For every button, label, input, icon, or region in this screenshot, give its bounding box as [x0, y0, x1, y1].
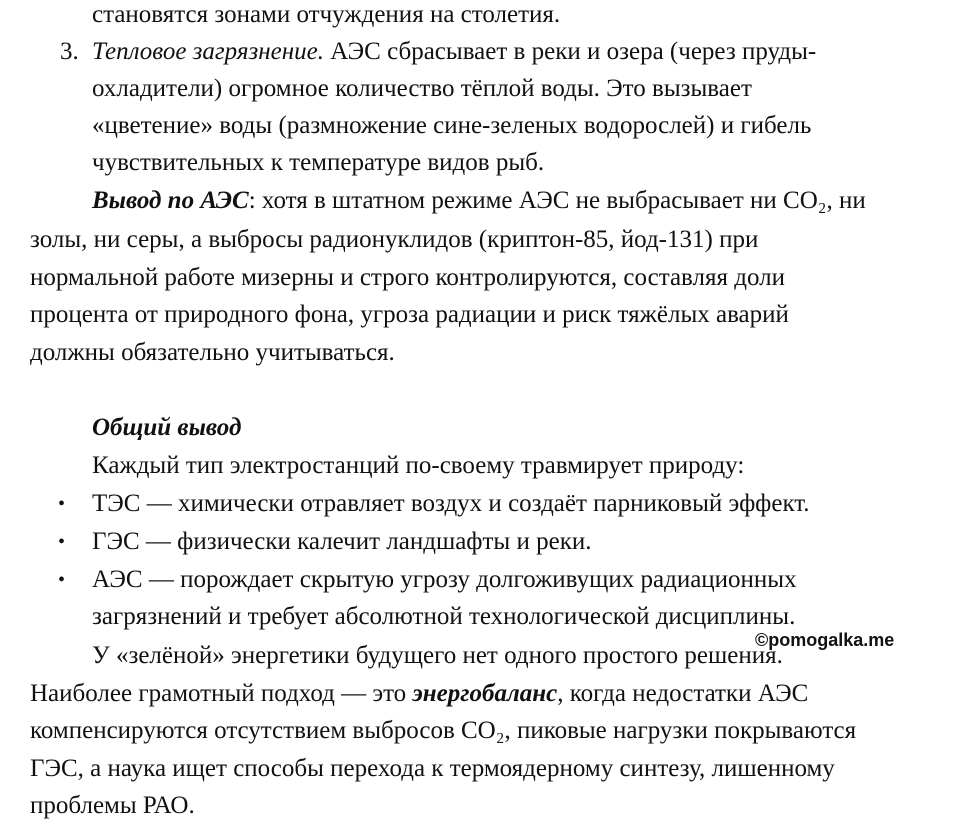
final-line2-start: Наиболее грамотный подход — это — [30, 680, 413, 707]
nuclear-conclusion-line3: нормальной работе мизерны и строго контролируются, составляя доли — [30, 264, 785, 291]
final-paragraph-line5: проблемы РАО. — [30, 792, 195, 819]
item3-title: Тепловое загрязнение. — [92, 38, 324, 65]
bullet-marker-1: • — [58, 493, 66, 515]
item3-line4: чувствительных к температуре видов рыб. — [92, 149, 545, 176]
watermark: ©pomogalka.me — [755, 630, 895, 650]
nuclear-conclusion-title: Вывод по АЭС — [92, 187, 249, 214]
bullet-marker-2: • — [58, 531, 66, 553]
nuclear-conclusion-line4: процента от природного фона, угроза радиации и риск тяжёлых аварий — [30, 301, 789, 328]
item3-line2: охладители) огромное количество тёплой воды. Это вызывает — [92, 75, 752, 102]
item3-line3: «цветение» воды (размножение сине-зеленых водорослей) и гибель — [92, 112, 812, 139]
item3-line1-text: АЭС сбрасывает в реки и озера (через пруды- — [323, 38, 817, 65]
final-paragraph-line2 — [30, 679, 808, 709]
final-paragraph-line3: компенсируются отсутствием выбросов CO₂, пиковые нагрузки покрываются — [30, 717, 857, 744]
bullet-item-tes: ТЭС — химически отравляет воздух и создаёт парниковый эффект. — [92, 490, 810, 517]
general-conclusion-intro: Каждый тип электростанций по-своему травмирует природу: — [92, 452, 745, 479]
nuclear-conclusion-line1-text: : хотя в штатном режиме АЭС не выбрасывает ни CO₂, ни — [248, 187, 866, 214]
final-paragraph-line1: У «зелёной» энергетики будущего нет одного простого решения. — [92, 642, 783, 669]
nuclear-conclusion-line5: должны обязательно учитываться. — [30, 339, 395, 366]
bullet-marker-3: • — [58, 569, 66, 591]
item3-line1 — [92, 37, 816, 67]
bullet-item-aes-line1: АЭС — порождает скрытую угрозу долгоживущих радиационных — [92, 566, 797, 593]
nuclear-conclusion-line1 — [92, 186, 866, 216]
bullet-item-ges: ГЭС — физически калечит ландшафты и реки. — [92, 528, 592, 555]
general-conclusion-heading: Общий вывод — [92, 414, 242, 441]
bullet-item-aes-line2: загрязнений и требует абсолютной технологической дисциплины. — [92, 603, 796, 630]
energy-balance-term: энергобаланс — [412, 680, 558, 707]
final-paragraph-line4: ГЭС, а наука ищет способы перехода к термоядерному синтезу, лишенному — [30, 755, 835, 782]
item3-number: 3. — [60, 38, 79, 65]
nuclear-conclusion-line2: золы, ни серы, а выбросы радионуклидов (криптон-85, йод-131) при — [30, 226, 759, 253]
item2-tail-line: становятся зонами отчуждения на столетия. — [92, 1, 561, 28]
final-line2-end: , когда недостатки АЭС — [557, 680, 809, 707]
